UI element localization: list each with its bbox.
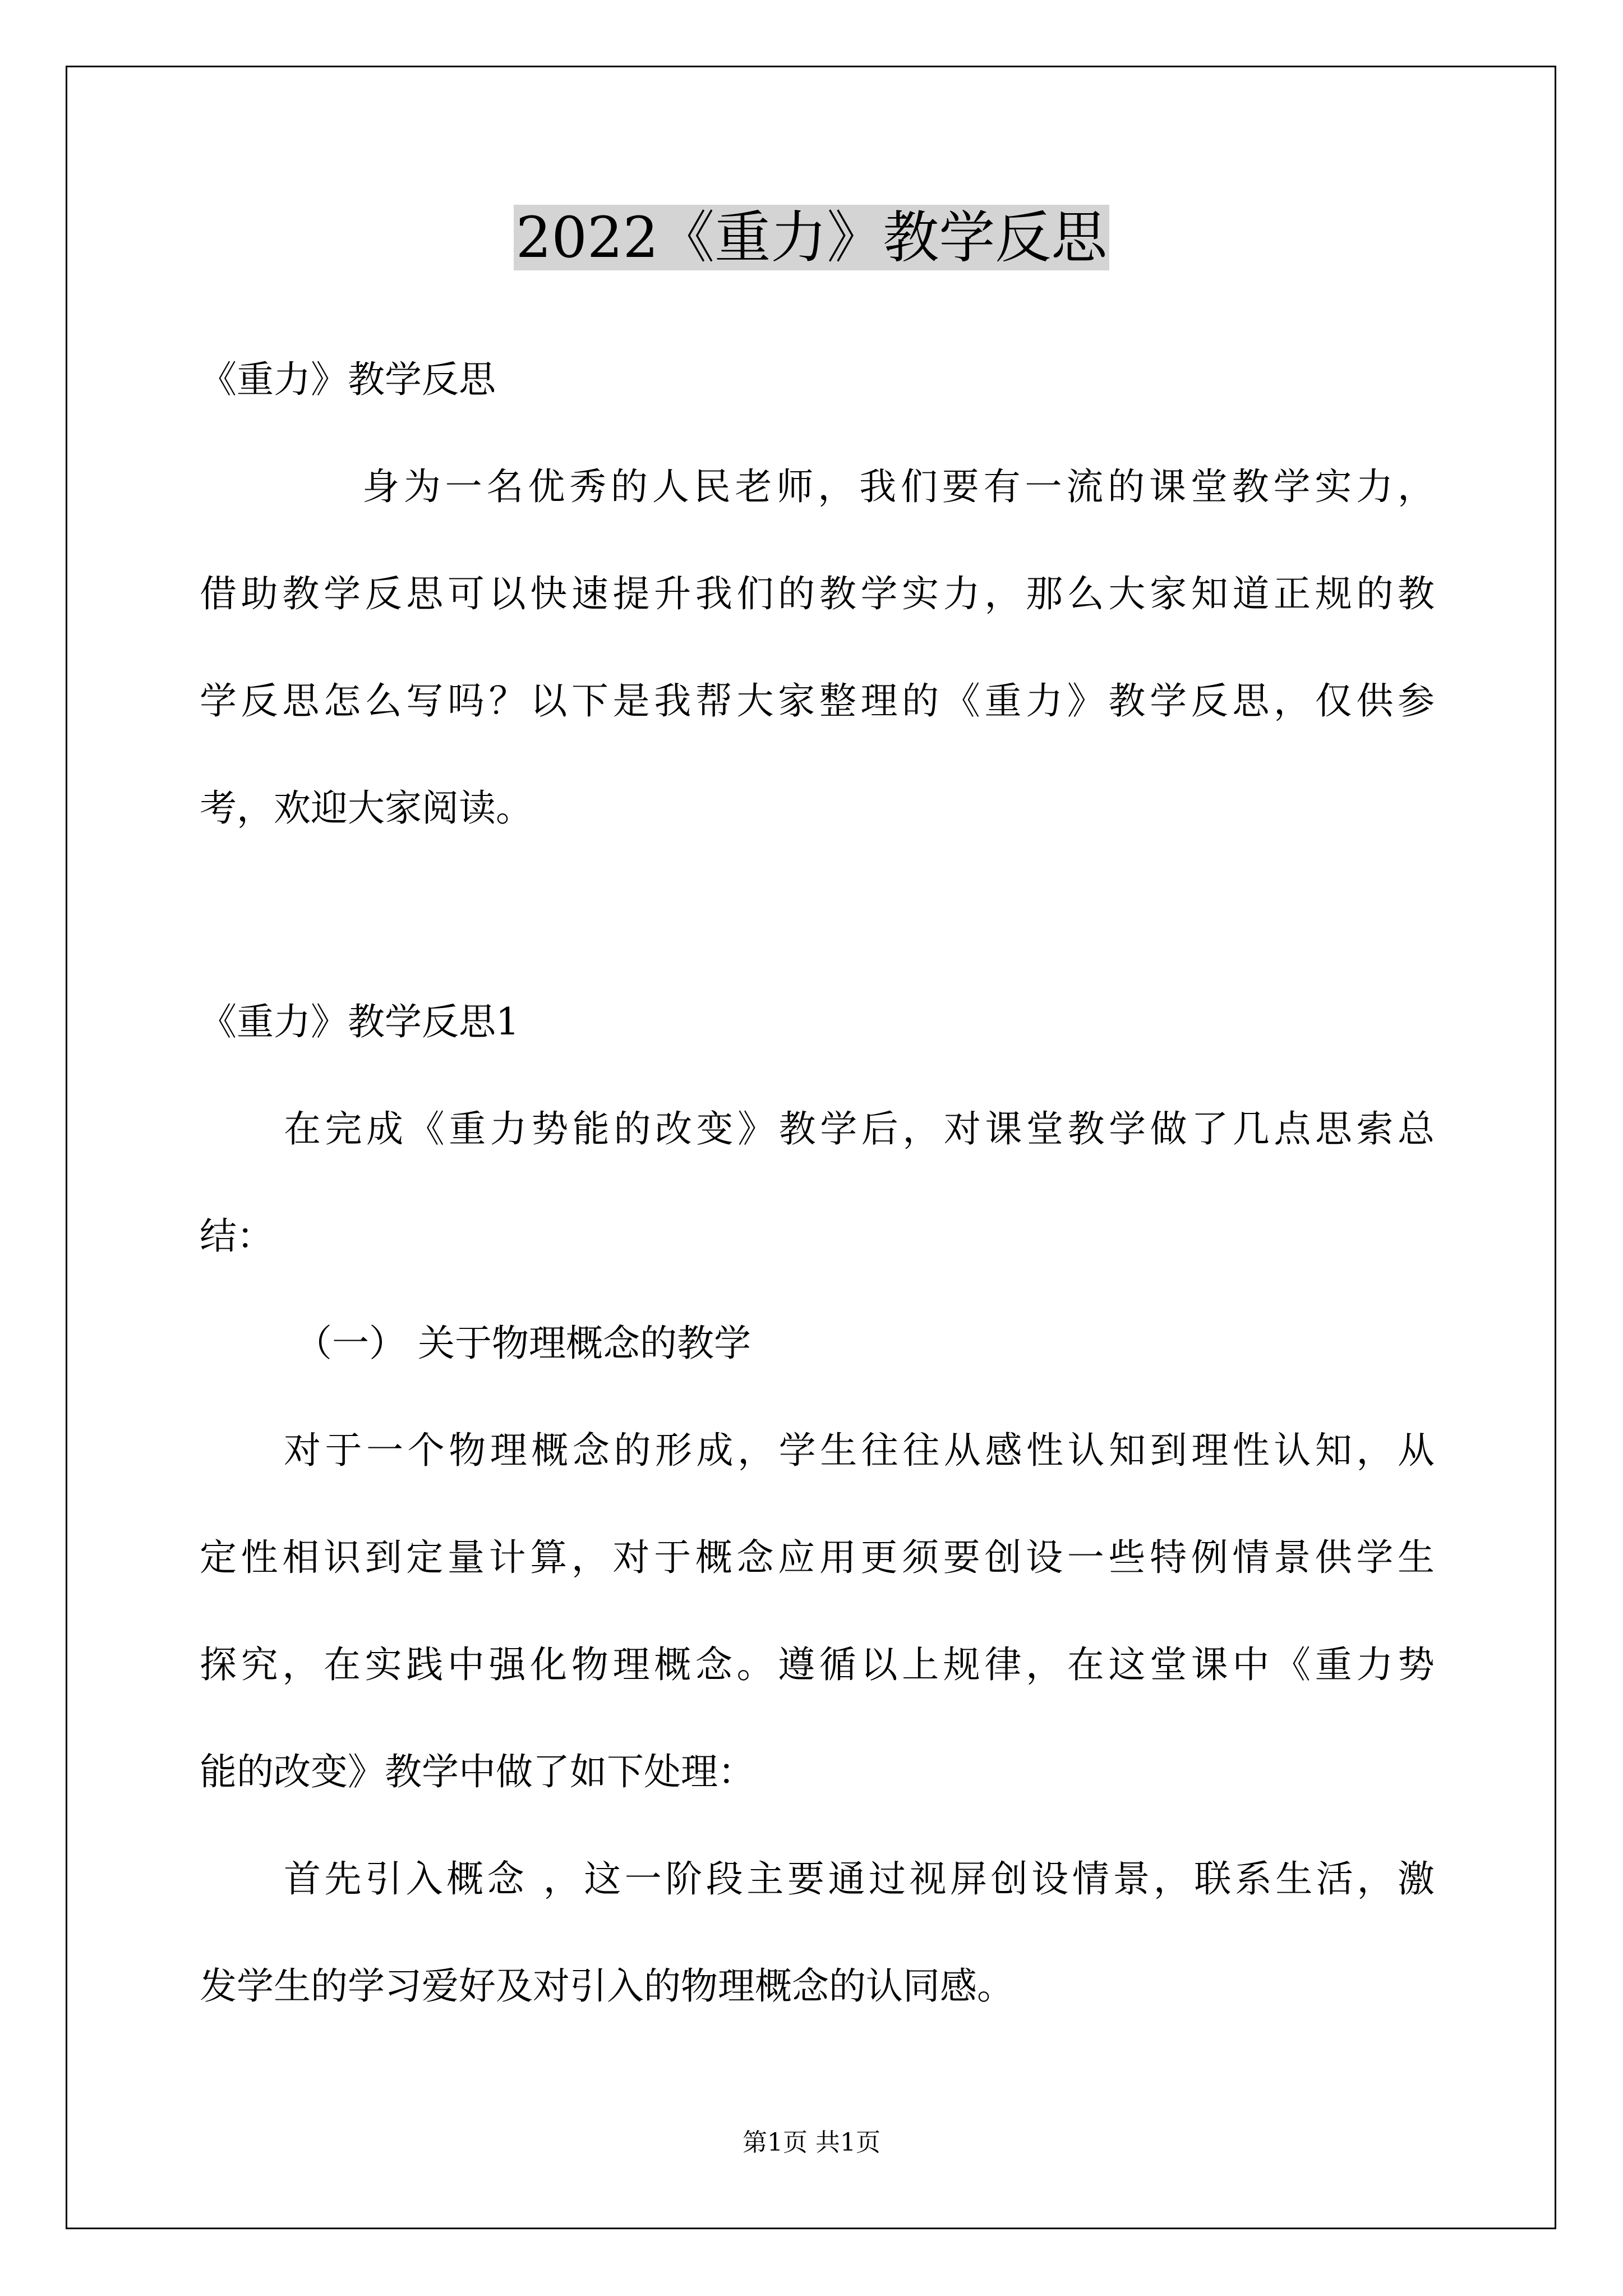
- document-title-text: 2022《重力》教学反思: [514, 205, 1110, 270]
- document-subtitle: 《重力》教学反思: [200, 358, 496, 401]
- paragraph2-line-3: 探究，在实践中强化物理概念。遵循以上规律，在这堂课中《重力势: [200, 1643, 1435, 1686]
- document-title: [0, 199, 1623, 277]
- section-line-2: 结：: [200, 1214, 274, 1258]
- intro-line-2: 借助教学反思可以快速提升我们的教学实力，那么大家知道正规的教: [200, 572, 1435, 615]
- intro-line-4: 考，欢迎大家阅读。: [200, 786, 533, 830]
- paragraph2-line-1: 对于一个物理概念的形成，学生往往从感性认知到理性认知，从: [284, 1429, 1435, 1472]
- paragraph2-line-2: 定性相识到定量计算，对于概念应用更须要创设一些特例情景供学生: [200, 1536, 1435, 1579]
- sub-heading: （一） 关于物理概念的教学: [295, 1322, 751, 1365]
- paragraph2-line-4: 能的改变》教学中做了如下处理：: [200, 1750, 755, 1793]
- intro-line-1: 身为一名优秀的人民老师，我们要有一流的课堂教学实力，: [362, 465, 1435, 508]
- paragraph3-line-1: 首先引入概念 ，这一阶段主要通过视屏创设情景，联系生活，激: [284, 1857, 1435, 1901]
- intro-line-3: 学反思怎么写吗？以下是我帮大家整理的《重力》教学反思，仅供参: [200, 679, 1435, 723]
- section-line-1: 在完成《重力势能的改变》教学后，对课堂教学做了几点思索总: [284, 1107, 1435, 1151]
- paragraph3-line-2: 发学生的学习爱好及对引入的物理概念的认同感。: [200, 1964, 1014, 2008]
- section-heading: 《重力》教学反思1: [200, 1000, 519, 1043]
- page-footer: 第1页 共1页: [743, 2128, 880, 2157]
